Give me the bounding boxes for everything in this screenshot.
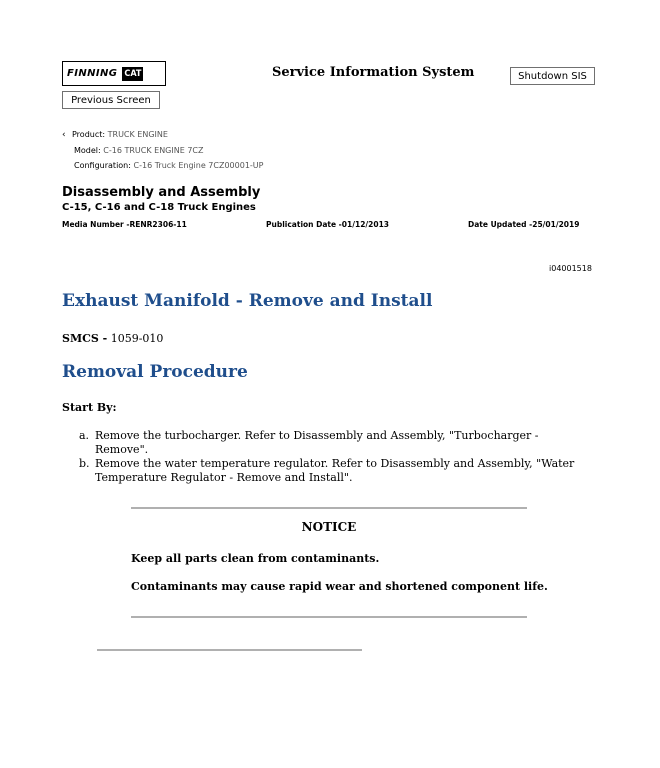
model-label: Model:	[74, 146, 101, 155]
app-title: Service Information System	[272, 65, 475, 80]
breadcrumb-product[interactable]	[62, 127, 263, 143]
page-heading: Exhaust Manifold - Remove and Install	[62, 291, 433, 311]
publication-date: Publication Date -01/12/2013	[266, 220, 390, 229]
notice-bottom-divider	[131, 616, 527, 618]
removal-procedure-heading: Removal Procedure	[62, 362, 248, 382]
document-title: Disassembly and Assembly	[62, 185, 261, 200]
list-item	[79, 429, 579, 456]
configuration-value: C-16 Truck Engine 7CZ00001-UP	[133, 161, 264, 170]
configuration-label: Configuration:	[74, 161, 131, 170]
notice-top-divider	[131, 507, 527, 509]
step-text: Remove the water temperature regulator. Refer to Disassembly and Assembly, "Water Temperature Regulator - Remove and Install".	[95, 457, 575, 484]
document-subtitle: C-15, C-16 and C-18 Truck Engines	[62, 202, 256, 213]
logo-text: FINNING	[67, 68, 118, 79]
date-updated: Date Updated -25/01/2019	[468, 220, 580, 229]
chevron-left-icon[interactable]: ‹	[62, 130, 66, 140]
step-text: Remove the turbocharger. Refer to Disassembly and Assembly, "Turbocharger - Remove".	[95, 429, 539, 456]
notice-line-2: Contaminants may cause rapid wear and shortened component life.	[131, 580, 548, 593]
document-id: i04001518	[549, 264, 592, 273]
previous-screen-button[interactable]: Previous Screen	[62, 91, 160, 109]
smcs-label: SMCS -	[62, 332, 108, 345]
step-letter: a.	[79, 429, 90, 442]
media-number: Media Number -RENR2306-11	[62, 220, 187, 229]
shutdown-sis-button[interactable]: Shutdown SIS	[510, 67, 595, 85]
breadcrumb	[62, 127, 263, 173]
cat-badge: CAT	[124, 68, 142, 79]
product-label: Product:	[72, 130, 106, 139]
breadcrumb-configuration	[62, 158, 263, 173]
step-letter: b.	[79, 457, 90, 470]
notice-title: NOTICE	[301, 520, 357, 534]
breadcrumb-model	[62, 143, 263, 158]
section-end-divider	[97, 649, 362, 651]
smcs-value: 1059-010	[107, 332, 164, 345]
model-value: C-16 TRUCK ENGINE 7CZ	[103, 146, 204, 155]
notice-line-1: Keep all parts clean from contaminants.	[131, 552, 380, 565]
product-value: TRUCK ENGINE	[107, 130, 168, 139]
list-item	[79, 457, 579, 487]
smcs-code	[62, 332, 163, 345]
start-by-label: Start By:	[62, 401, 117, 414]
finning-cat-logo	[62, 61, 166, 86]
